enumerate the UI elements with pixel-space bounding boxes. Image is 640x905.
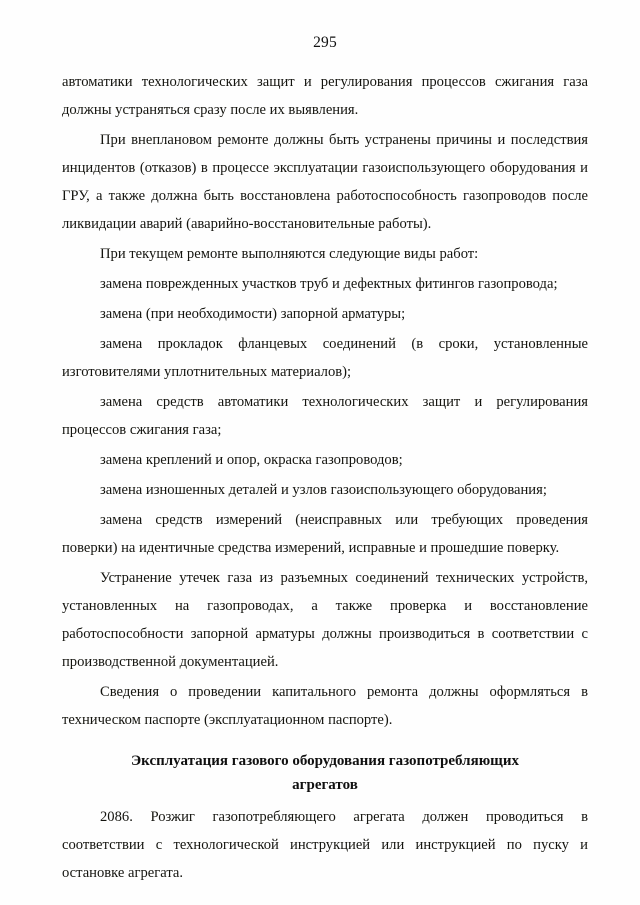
paragraph: Сведения о проведении капитального ремонта должны оформляться в техническом паспорте (эксплуатационном паспорте). [62,684,588,729]
list-item: замена изношенных деталей и узлов газоиспользующего оборудования; [100,482,547,499]
paragraph: При текущем ремонте выполняются следующие виды работ: [100,246,479,263]
paragraph: При внеплановом ремонте должны быть устранены причины и последствия инцидентов (отказов) в процессе эксплуатации газоиспользующего оборудования и ГРУ, а также должна быть восстановлена работоспособность газопроводов после ликвидации аварий (аварийно-восстановительные работы). [62,132,588,233]
paragraph-continuation: автоматики технологических защит и регулирования процессов сжигания газа должны устраняться сразу после их выявления. [62,74,588,119]
list-item: замена креплений и опор, окраска газопроводов; [100,452,403,469]
list-item: замена средств измерений (неисправных или требующих проведения поверки) на идентичные средства измерений, исправные и прошедшие поверку. [62,512,588,557]
page-number: 295 [313,34,337,51]
list-item: замена поврежденных участков труб и дефектных фитингов газопровода; [100,276,558,293]
paragraph-numbered: 2086. Розжиг газопотребляющего агрегата должен проводиться в соответствии с технологической инструкцией или инструкцией по пуску и остановке агрегата. [62,808,588,881]
section-heading: Эксплуатация газового оборудования газопотребляющих агрегатов [131,753,519,793]
list-item: замена (при необходимости) запорной арматуры; [100,306,406,323]
paragraph: Устранение утечек газа из разъемных соединений технических устройств, установленных на газопроводах, а также проверка и восстановление работоспособности запорной арматуры должны производиться в соответствии с производственной документацией. [62,570,588,671]
list-item: замена прокладок фланцевых соединений (в сроки, установленные изготовителями уплотнительных материалов); [62,336,588,381]
list-item: замена средств автоматики технологических защит и регулирования процессов сжигания газа; [62,394,588,439]
